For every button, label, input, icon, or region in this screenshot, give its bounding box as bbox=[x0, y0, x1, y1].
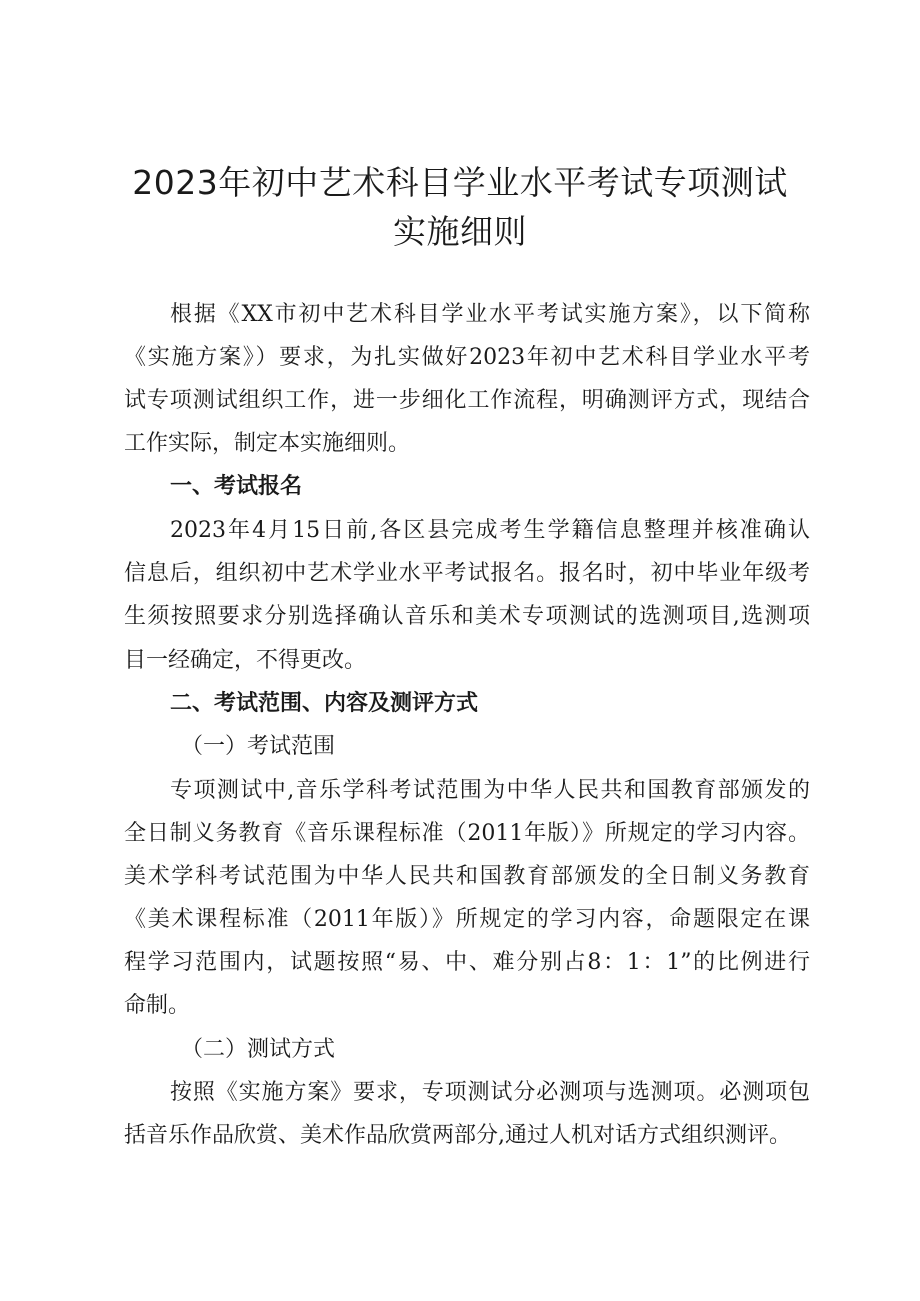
section-1-line: 信息后，组织初中艺术学业水平考试报名。报名时，初中毕业年级考 bbox=[124, 561, 810, 586]
subsection-1-line: 《美术课程标准（2011年版）》所规定的学习内容，命题限定在课 bbox=[124, 907, 810, 932]
intro-line: 工作实际，制定本实施细则。 bbox=[124, 431, 411, 456]
subsection-1-heading: （一）考试范围 bbox=[181, 734, 336, 759]
document-title-line-2: 实施细则 bbox=[393, 212, 527, 251]
subsection-1-line: 全日制义务教育《音乐课程标准（2011年版）》所规定的学习内容。 bbox=[124, 821, 810, 846]
subsection-1-line: 专项测试中,音乐学科考试范围为中华人民共和国教育部颁发的 bbox=[170, 778, 810, 803]
subsection-1-line: 命制。 bbox=[124, 993, 191, 1018]
section-2-heading: 二、考试范围、内容及测评方式 bbox=[170, 691, 479, 716]
section-1-line: 目一经确定，不得更改。 bbox=[124, 648, 367, 673]
section-1-line: 生须按照要求分别选择确认音乐和美术专项测试的选测项目,选测项 bbox=[124, 604, 810, 629]
section-1-line: 2023年4月15日前,各区县完成考生学籍信息整理并核准确认 bbox=[170, 518, 810, 543]
section-1-heading: 一、考试报名 bbox=[170, 474, 303, 499]
intro-line: 试专项测试组织工作，进一步细化工作流程，明确测评方式，现结合 bbox=[124, 388, 810, 413]
intro-line: 根据《XX市初中艺术科目学业水平考试实施方案》，以下简称 bbox=[170, 302, 810, 327]
subsection-1-line: 美术学科考试范围为中华人民共和国教育部颁发的全日制义务教育 bbox=[124, 864, 810, 889]
subsection-2-line: 括音乐作品欣赏、美术作品欣赏两部分,通过人机对话方式组织测评。 bbox=[124, 1123, 791, 1148]
intro-line: 《实施方案》）要求，为扎实做好2023年初中艺术科目学业水平考 bbox=[124, 345, 810, 370]
document-title-line-1: 2023年初中艺术科目学业水平考试专项测试 bbox=[132, 163, 788, 202]
subsection-1-line: 程学习范围内，试题按照“易、中、难分别占8：1：1”的比例进行 bbox=[124, 950, 810, 975]
subsection-2-line: 按照《实施方案》要求，专项测试分必测项与选测项。必测项包 bbox=[170, 1080, 810, 1105]
subsection-2-heading: （二）测试方式 bbox=[181, 1037, 336, 1062]
